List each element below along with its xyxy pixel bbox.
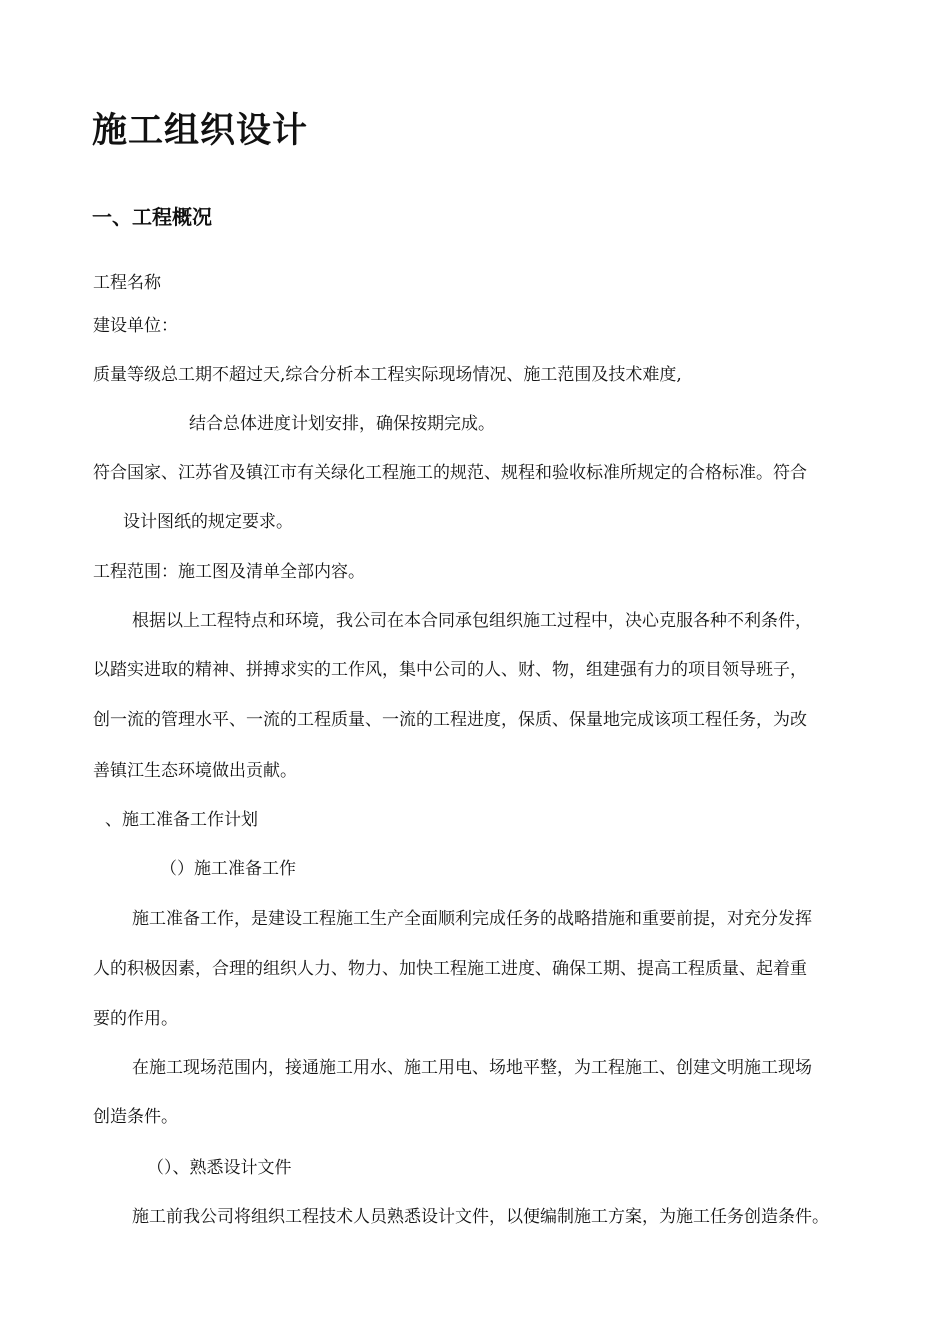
paragraph-line: 施工准备工作，是建设工程施工生产全面顺利完成任务的战略措施和重要前提，对充分发挥 bbox=[132, 909, 812, 929]
paragraph-line: 根据以上工程特点和环境，我公司在本合同承包组织施工过程中，决心克服各种不利条件， bbox=[132, 611, 812, 631]
scope-text-line: 工程范围：施工图及清单全部内容。 bbox=[93, 562, 365, 582]
builder-label: 建设单位： bbox=[93, 316, 178, 336]
paragraph-line: 施工前我公司将组织工程技术人员熟悉设计文件，以便编制施工方案，为施工任务创造条件。 bbox=[132, 1207, 829, 1227]
subsection-heading-prep-work: （）施工准备工作 bbox=[160, 859, 296, 879]
project-name-label: 工程名称 bbox=[93, 273, 161, 293]
subsection-heading-design-docs: （）、熟悉设计文件 bbox=[147, 1158, 292, 1178]
paragraph-line: 要的作用。 bbox=[93, 1009, 178, 1029]
quality-text-line: 质量等级总工期不超过天,综合分析本工程实际现场情况、施工范围及技术难度, bbox=[93, 365, 682, 385]
section-heading-prep-plan: 、施工准备工作计划 bbox=[105, 810, 258, 830]
paragraph-line: 善镇江生态环境做出贡献。 bbox=[93, 761, 297, 781]
section-heading-overview: 一、工程概况 bbox=[92, 205, 212, 229]
paragraph-line: 创一流的管理水平、一流的工程质量、一流的工程进度，保质、保量地完成该项工程任务，为改 bbox=[93, 710, 807, 730]
quality-text-line: 结合总体进度计划安排，确保按期完成。 bbox=[189, 414, 495, 434]
standard-text-line: 符合国家、江苏省及镇江市有关绿化工程施工的规范、规程和验收标准所规定的合格标准。符合 bbox=[93, 463, 807, 483]
paragraph-line: 人的积极因素，合理的组织人力、物力、加快工程施工进度、确保工期、提高工程质量、起着重 bbox=[93, 959, 807, 979]
paragraph-line: 在施工现场范围内，接通施工用水、施工用电、场地平整，为工程施工、创建文明施工现场 bbox=[132, 1058, 812, 1078]
standard-text-line: 设计图纸的规定要求。 bbox=[123, 512, 293, 532]
page-title: 施工组织设计 bbox=[92, 111, 309, 151]
paragraph-line: 创造条件。 bbox=[93, 1107, 178, 1127]
paragraph-line: 以踏实进取的精神、拼搏求实的工作风，集中公司的人、财、物，组建强有力的项目领导班子， bbox=[93, 660, 807, 680]
